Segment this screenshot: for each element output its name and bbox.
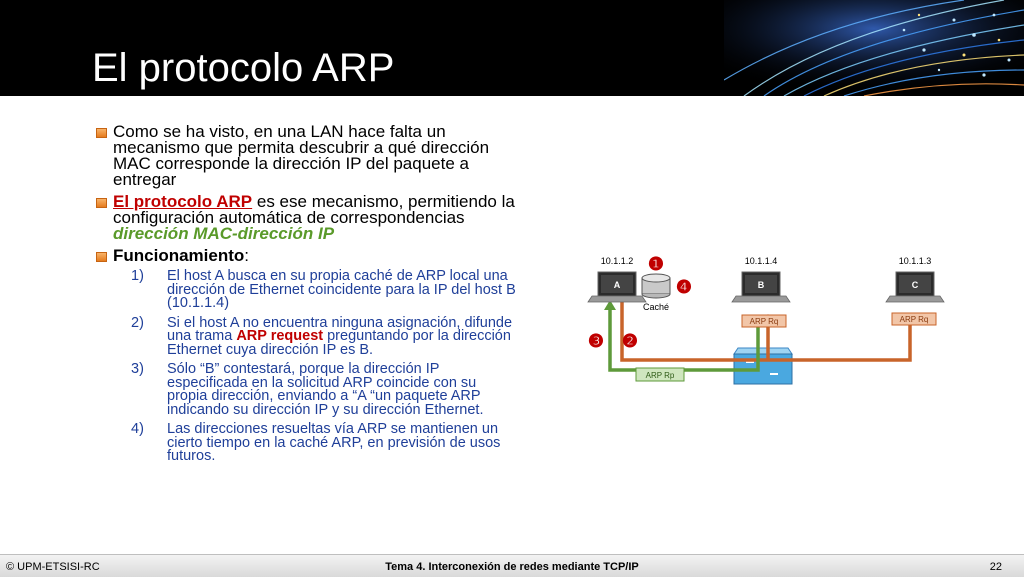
host-b-ip: 10.1.1.4 bbox=[744, 256, 778, 266]
steps-list bbox=[113, 270, 516, 464]
arp-rp-label: ARP Rp bbox=[645, 371, 675, 380]
step-text: preguntando por la dirección Ethernet cuya dirección IP es B. bbox=[167, 328, 511, 358]
bullet-funcionamiento bbox=[96, 248, 516, 464]
slide-content bbox=[96, 124, 516, 470]
step-text: El host A busca en su propia caché de ARP local una dirección de Ethernet coincidente para la IP del host B (10.1.1.4) bbox=[167, 268, 516, 311]
bullet-text: Como se ha visto, en una LAN hace falta un mecanismo que permita descubrir a qué dirección MAC corresponde la dirección IP del paquete a entregar bbox=[113, 122, 490, 189]
slide-footer bbox=[0, 554, 1024, 577]
page-number: 22 bbox=[989, 561, 1002, 573]
list-item bbox=[113, 270, 516, 311]
bullet-arp-protocol bbox=[96, 194, 516, 242]
arp-protocol-highlight: El protocolo ARP bbox=[113, 192, 253, 211]
step-number: 1) bbox=[131, 268, 144, 284]
bullet-lan-mechanism bbox=[96, 124, 516, 188]
step-text: Si el host A no encuentra ninguna asignación, difunde una trama bbox=[167, 314, 513, 344]
arp-request-highlight: ARP request bbox=[236, 328, 324, 344]
mac-ip-highlight: dirección MAC-dirección IP bbox=[113, 224, 335, 243]
list-item bbox=[113, 363, 516, 417]
bullet-square-icon bbox=[96, 252, 107, 262]
footer-copyright: © UPM-ETSISI-RC bbox=[6, 561, 100, 573]
host-c-ip: 10.1.1.3 bbox=[898, 256, 932, 266]
host-a-ip: 10.1.1.2 bbox=[600, 256, 634, 266]
arp-rq-label-b: ARP Rq bbox=[749, 317, 779, 326]
step-number: 2) bbox=[131, 314, 144, 331]
colon: : bbox=[244, 246, 250, 265]
step-number: 4) bbox=[131, 421, 144, 437]
bullet-text: es ese mecanismo, permitiendo la configuración automática de correspondencias bbox=[113, 192, 515, 227]
marker-1: ❶ bbox=[647, 254, 665, 274]
slide-header bbox=[0, 0, 1024, 96]
host-a-label: A bbox=[613, 280, 621, 290]
bullet-square-icon bbox=[96, 198, 107, 208]
funcionamiento-label: Funcionamiento bbox=[113, 246, 245, 265]
cache-label: Caché bbox=[642, 302, 670, 312]
list-item bbox=[113, 314, 516, 358]
switch-icon bbox=[734, 348, 792, 384]
marker-3: ❸ bbox=[587, 331, 605, 351]
slide-title: El protocolo ARP bbox=[92, 46, 395, 90]
bullet-square-icon bbox=[96, 128, 107, 138]
arp-rq-label-c: ARP Rq bbox=[899, 315, 929, 324]
marker-4: ❹ bbox=[675, 277, 693, 297]
list-item bbox=[113, 423, 516, 464]
arp-diagram bbox=[560, 250, 960, 400]
host-c-label: C bbox=[911, 280, 919, 290]
marker-2: ❷ bbox=[621, 331, 639, 351]
step-number: 3) bbox=[131, 361, 144, 377]
fiber-optic-image bbox=[724, 0, 1024, 96]
step-text: Las direcciones resueltas vía ARP se mantienen un cierto tiempo en la caché ARP, en previsión de usos futuros. bbox=[167, 421, 501, 464]
cache-database-icon bbox=[642, 274, 670, 298]
step-text: Sólo “B” contestará, porque la dirección IP especificada en la solicitud ARP coincide con su propia dirección, enviando a “A “un paquete ARP indicando su dirección IP y su dirección Ethernet. bbox=[167, 361, 484, 418]
host-b-label: B bbox=[757, 280, 765, 290]
footer-topic: Tema 4. Interconexión de redes mediante TCP/IP bbox=[385, 561, 639, 573]
